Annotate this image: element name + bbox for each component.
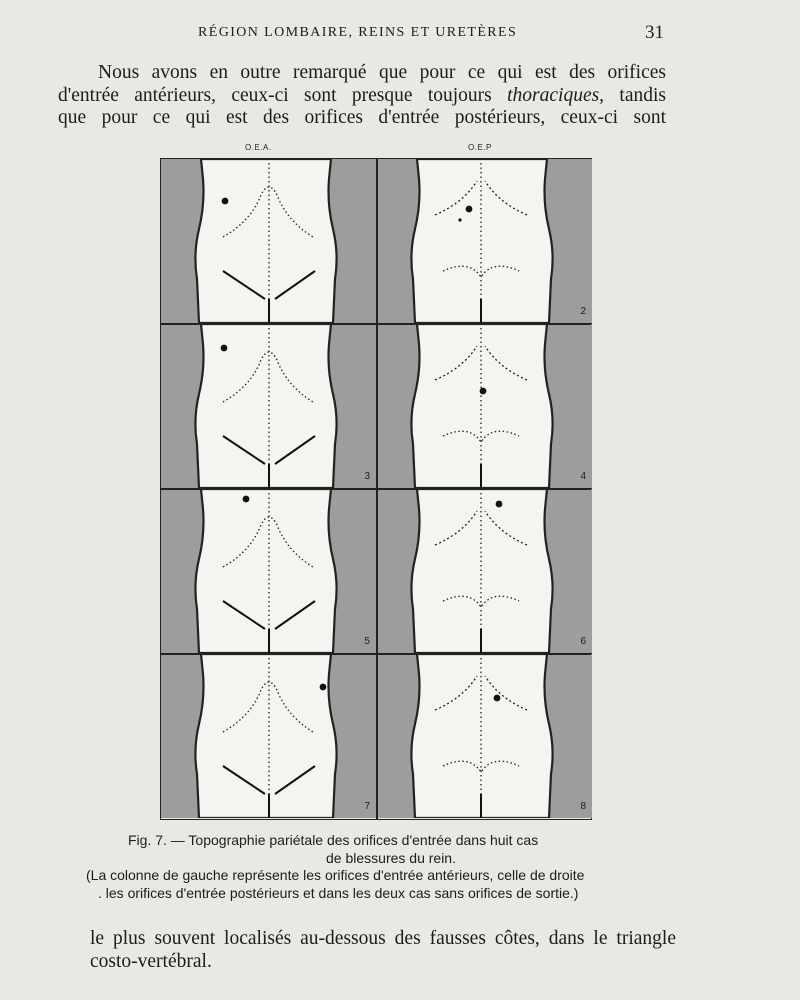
figure-frame — [160, 158, 592, 820]
panel-number: 2 — [580, 306, 586, 317]
paragraph-line: que pour ce qui est des orifices d'entrée postérieurs, ceux-ci sont — [58, 107, 666, 128]
wound-marker — [496, 501, 503, 508]
back-torso-drawing — [377, 489, 592, 653]
italic-term: thoraciques, — [507, 84, 605, 106]
torso-panel — [161, 324, 376, 488]
row-divider — [161, 653, 591, 655]
page-number: 31 — [645, 22, 664, 43]
left-column-label: O.E.A. — [245, 143, 272, 152]
figure-caption — [86, 832, 686, 902]
bottom-paragraph — [90, 928, 676, 973]
back-torso-drawing — [377, 324, 592, 488]
row-divider — [161, 488, 591, 490]
wound-marker — [320, 684, 327, 691]
front-torso-drawing — [161, 489, 376, 653]
caption-line: (La colonne de gauche représente les orifices d'entrée antérieurs, celle de droite — [86, 867, 585, 883]
panel-number: 3 — [364, 471, 370, 482]
paragraph-line — [58, 84, 666, 108]
row-divider — [161, 323, 591, 325]
paragraph-text: tandis — [604, 84, 666, 106]
panel-number: 4 — [580, 471, 586, 482]
torso-panel — [161, 159, 376, 323]
panel-number: 6 — [580, 636, 586, 647]
back-torso-drawing — [377, 159, 592, 323]
caption-line: de blessures du rein. — [326, 849, 456, 866]
figure-7 — [160, 143, 594, 820]
front-torso-drawing — [161, 654, 376, 818]
torso-panel — [161, 654, 376, 818]
caption-line: . les orifices d'entrée postérieurs et dans les deux cas sans orifices de sortie.) — [98, 884, 579, 901]
right-column-label: O.E.P — [468, 143, 492, 152]
torso-panel — [377, 159, 592, 323]
paragraph-text: d'entrée antérieurs, ceux-ci sont presque toujours — [58, 84, 508, 106]
front-torso-drawing — [161, 159, 376, 323]
panel-number: 8 — [580, 801, 586, 812]
top-paragraph — [58, 62, 666, 130]
torso-panel — [377, 324, 592, 488]
torso-panel — [377, 489, 592, 653]
header-title: RÉGION LOMBAIRE, REINS ET URETÈRES — [198, 25, 518, 40]
wound-marker — [243, 496, 250, 503]
front-torso-drawing — [161, 324, 376, 488]
back-torso-drawing — [377, 654, 592, 818]
panel-number: 5 — [364, 636, 370, 647]
wound-marker — [222, 198, 229, 205]
wound-marker — [466, 206, 473, 213]
torso-panel — [161, 489, 376, 653]
paragraph-line: Nous avons en outre remarqué que pour ce qui est des orifices — [98, 62, 666, 83]
paragraph-line: le plus souvent localisés au-dessous des fausses côtes, dans le triangle — [90, 928, 676, 949]
wound-marker — [494, 695, 501, 702]
wound-marker — [458, 218, 461, 221]
paragraph-line: costo-vertébral. — [90, 950, 212, 972]
wound-marker — [221, 345, 228, 352]
panel-number: 7 — [364, 801, 370, 812]
torso-panel — [377, 654, 592, 818]
wound-marker — [480, 388, 487, 395]
running-header — [150, 22, 670, 44]
caption-line: Fig. 7. — Topographie pariétale des orifices d'entrée dans huit cas — [128, 832, 539, 848]
